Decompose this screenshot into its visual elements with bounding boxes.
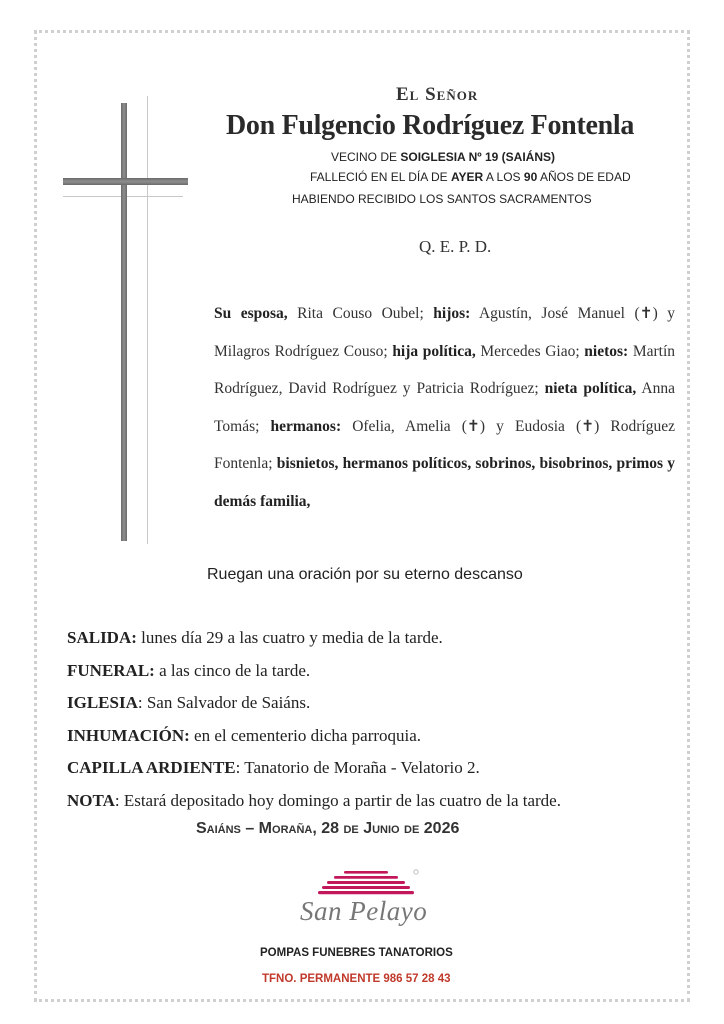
detail-nota: NOTA: Estará depositado hoy domingo a partir de las cuatro de la tarde. [67, 790, 561, 810]
place-date: Saiáns – Moraña, 28 de Junio de 2026 [196, 820, 460, 837]
detail-salida: SALIDA: lunes día 29 a las cuatro y media de la tarde. [67, 628, 443, 647]
death-line: FALLECIÓ EN EL DÍA DE AYER A LOS 90 AÑOS DE EDAD [310, 170, 631, 184]
detail-inhumacion: INHUMACIÓN: en el cementerio dicha parroquia. [67, 725, 422, 745]
qepd: Q. E. P. D. [419, 237, 492, 256]
detail-capilla: CAPILLA ARDIENTE: Tanatorio de Moraña - Velatorio 2. [67, 758, 480, 778]
sacraments-line: HABIENDO RECIBIDO LOS SANTOS SACRAMENTOS [292, 192, 592, 206]
title-prefix: El Señor [396, 84, 479, 105]
service-details [67, 622, 561, 818]
phone-text: TFNO. PERMANENTE 986 57 28 43 [262, 973, 451, 985]
family-paragraph: Su esposa, Rita Couso Oubel; hijos: Agustín, José Manuel (✝) y Milagros Rodríguez Couso; hija política, Mercedes Giao; nietos: Martín Rodríguez, David Rodríguez y Patricia Rodríguez; nieta política, Anna Tomás; hermanos: Ofelia, Amelia (✝) y Eudosia (✝) Rodríguez Fontenla; bisnietos, hermanos políticos, sobrinos, bisobrinos, primos y demás familia, [214, 305, 676, 510]
detail-iglesia: IGLESIA: San Salvador de Saiáns. [67, 693, 311, 713]
deceased-name: Don Fulgencio Rodríguez Fontenla [226, 110, 635, 141]
residence-line: VECINO DE SOIGLESIA Nº 19 (SAIÁNS) [331, 150, 555, 164]
logo-text: San Pelayo [300, 896, 428, 926]
prayer-line: Ruegan una oración por su eterno descanso [207, 566, 523, 583]
services-text: POMPAS FUNEBRES TANATORIOS [260, 947, 453, 959]
detail-funeral: FUNERAL: a las cinco de la tarde. [67, 660, 311, 680]
